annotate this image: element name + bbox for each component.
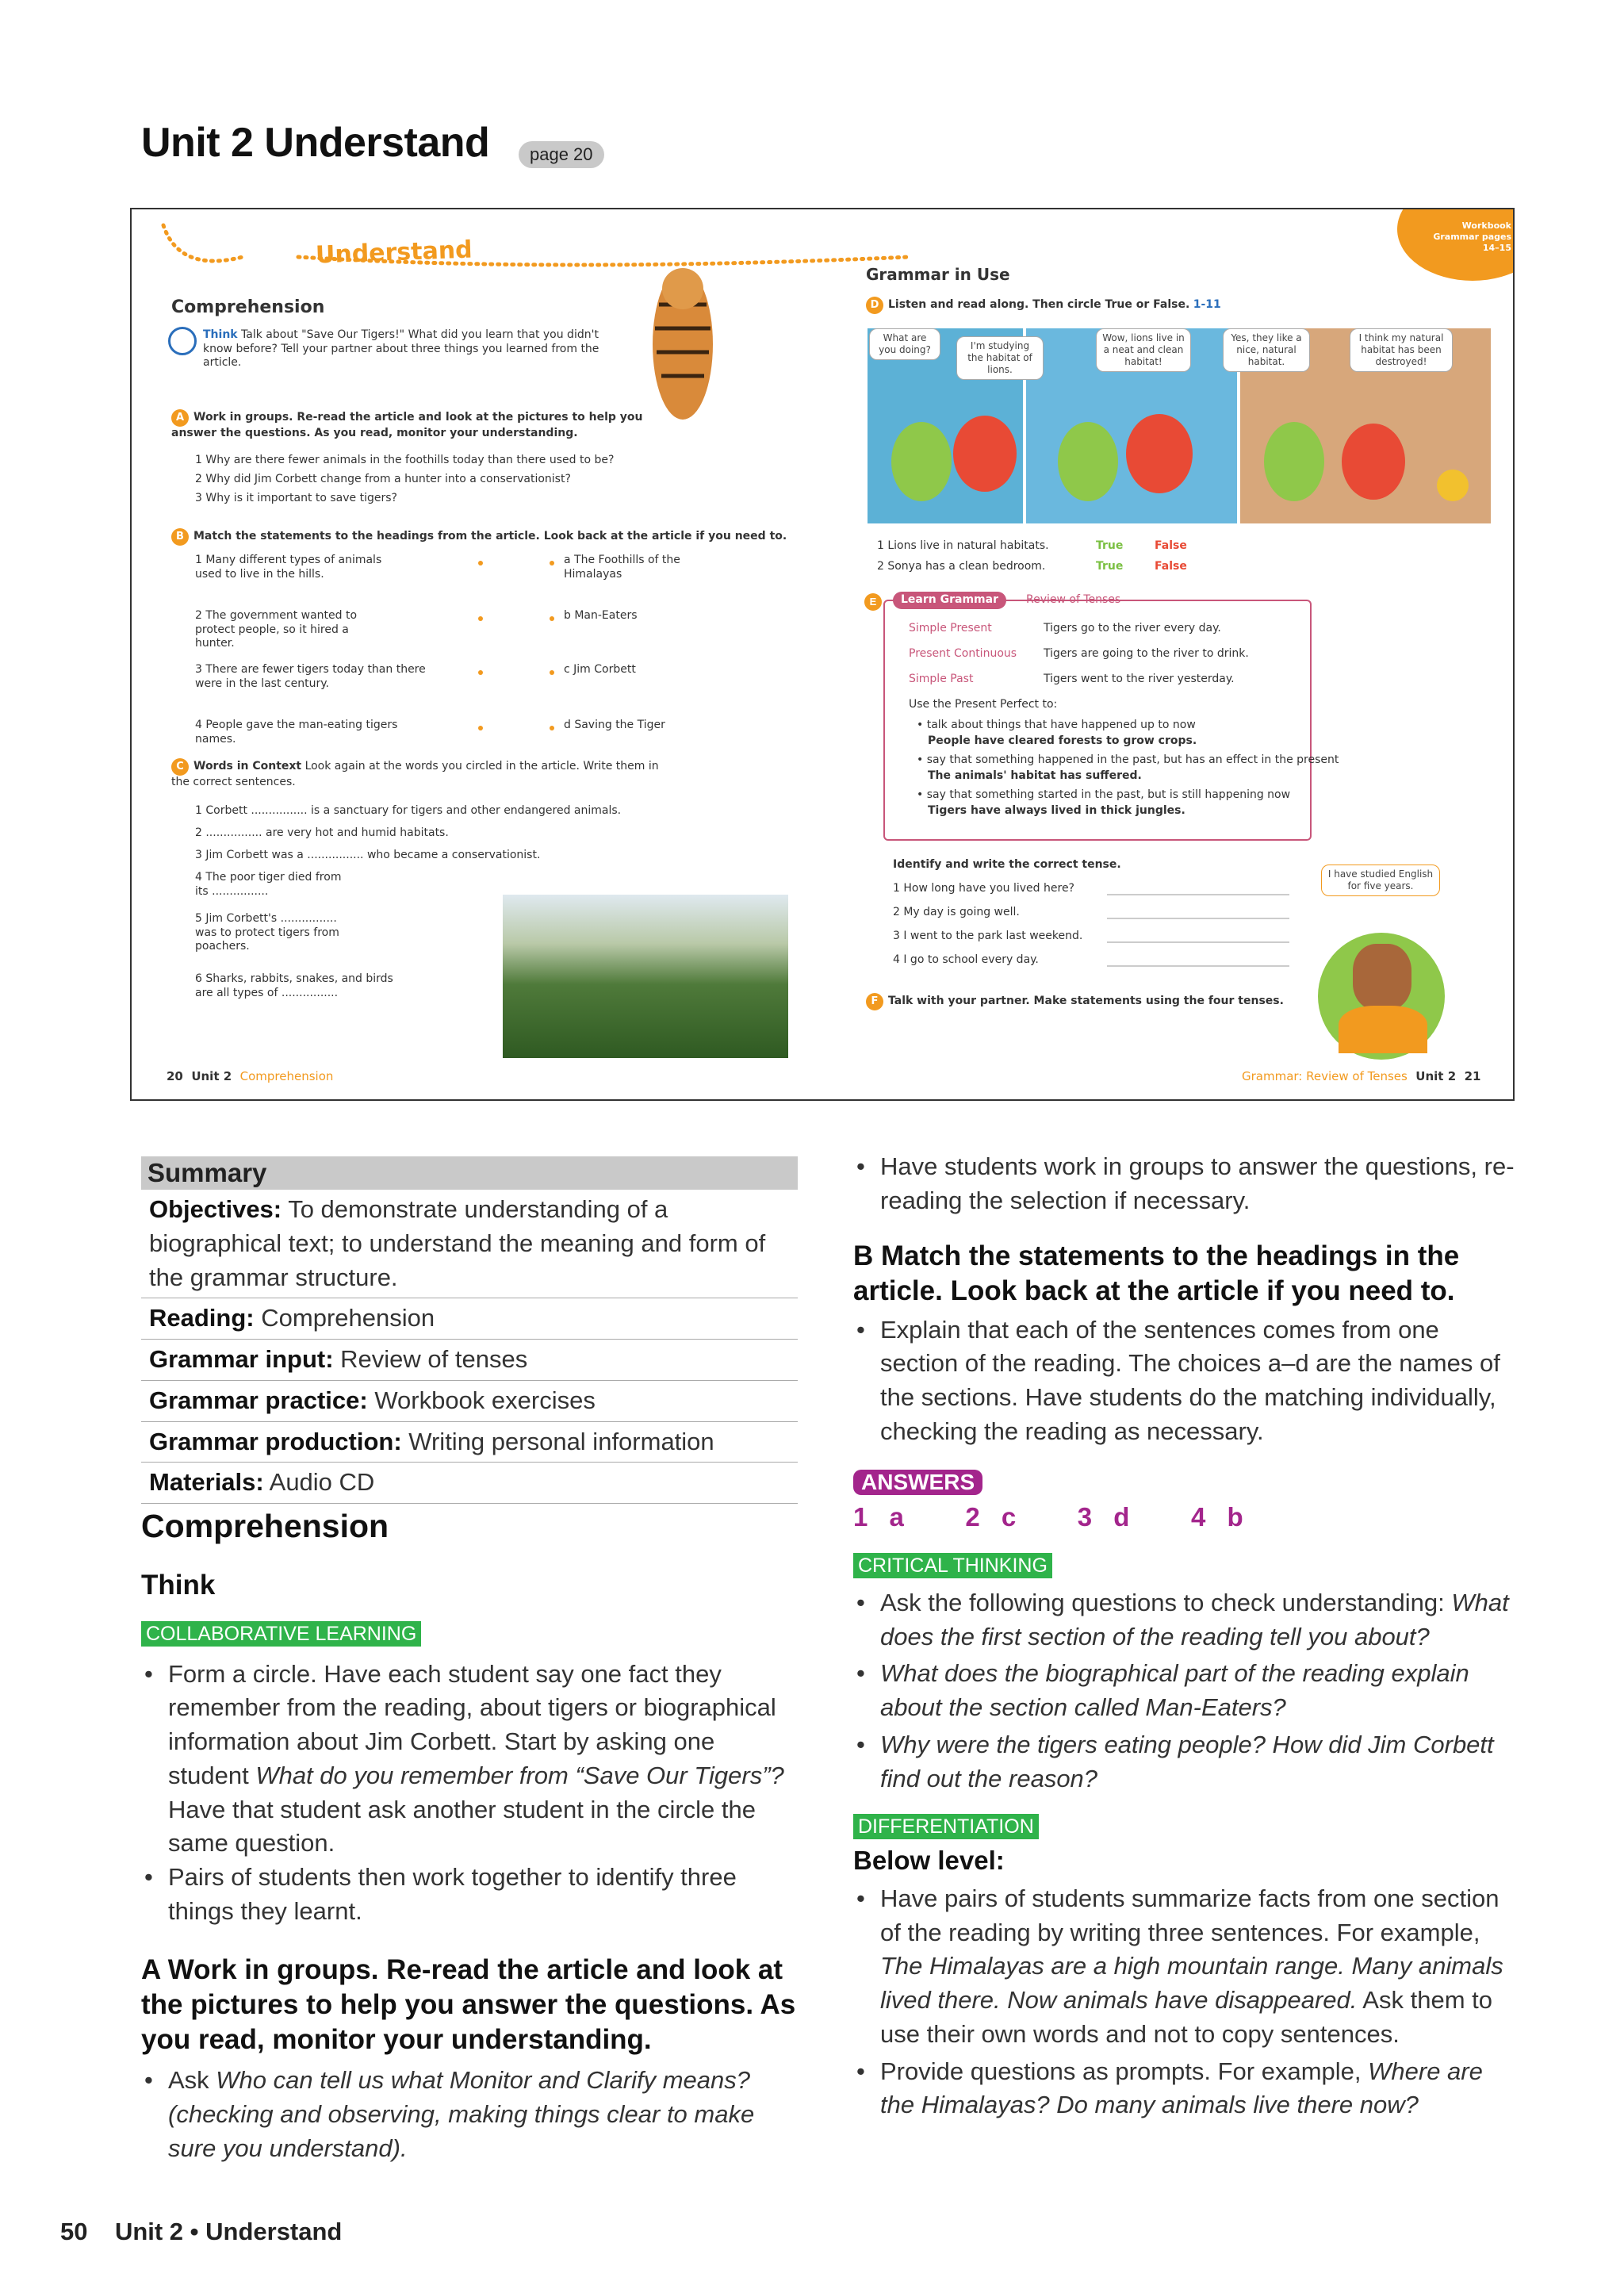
- list-item: [853, 2055, 1519, 2123]
- speech-bubble-3: Wow, lions live in a neat and clean habitat!: [1096, 328, 1191, 372]
- bullet-italic: What does the biographical part of the reading explain about the section called Man-Eaters?: [880, 1659, 1469, 1722]
- identify-tense-2: 2 My day is going well.: [893, 906, 1020, 918]
- speech-bubble-5: I think my natural habitat has been destroyed!: [1350, 328, 1453, 372]
- speech-bubble-1: What are you doing?: [869, 328, 940, 360]
- present-perfect-example-1: People have cleared forests to grow crops.: [928, 734, 1197, 747]
- summary-key: Grammar input:: [149, 1345, 334, 1374]
- comprehension-title: Comprehension: [141, 1508, 389, 1544]
- present-perfect-intro: Use the Present Perfect to:: [909, 698, 1058, 711]
- summary-row: [141, 1463, 798, 1504]
- answers-line: 1 a 2 c 3 d 4 b: [853, 1501, 1245, 1532]
- present-perfect-use-2: • say that something happened in the past, but has an effect in the present: [917, 753, 1339, 766]
- bullet-text: Pairs of students then work together to identify three things they learnt.: [168, 1863, 737, 1925]
- activity-c-5: 5 Jim Corbett's ................ was to protect tigers from poachers.: [195, 912, 339, 953]
- answer-lines: [1107, 890, 1313, 969]
- activity-b-statement-3: 3 There are fewer tigers today than there were in the last century.: [195, 663, 426, 690]
- letter-b-icon: B: [171, 528, 189, 546]
- critical-thinking-tag: CRITICAL THINKING: [853, 1553, 1052, 1578]
- list-item: [853, 1313, 1519, 1449]
- grammar-in-use-title: Grammar in Use: [866, 265, 1010, 284]
- tense-3-example: Tigers went to the river yesterday.: [1044, 673, 1235, 685]
- right-footer-unit: Unit 2: [1415, 1069, 1457, 1083]
- list-item: [853, 1150, 1519, 1218]
- summary-table: [141, 1156, 798, 1504]
- tense-3-name: Simple Past: [909, 673, 974, 685]
- jungle-photo: [503, 895, 788, 1058]
- comprehension-heading: Comprehension: [171, 297, 325, 317]
- bullet-text: Ask: [168, 2066, 216, 2095]
- right-footer-number: 21: [1464, 1069, 1481, 1083]
- activity-f-text: Talk with your partner. Make statements using the four tenses.: [888, 995, 1284, 1007]
- activity-a-q2: 2 Why did Jim Corbett change from a hunter into a conservationist?: [195, 473, 571, 485]
- summary-value: Writing personal information: [408, 1427, 714, 1455]
- present-perfect-use-3: • say that something started in the past, but is still happening now: [917, 788, 1291, 801]
- right-footer-section: Grammar: Review of Tenses: [1242, 1069, 1408, 1083]
- page-footer: [60, 2218, 342, 2246]
- page-title: Unit 2 Understand: [141, 120, 490, 166]
- collaborative-learning-tag: COLLABORATIVE LEARNING: [141, 1621, 421, 1647]
- boy-speech-bubble: I have studied English for five years.: [1321, 865, 1440, 896]
- left-column: [141, 1504, 799, 2165]
- tiger-image: [631, 257, 734, 431]
- footer-label: Unit 2 • Understand: [114, 2218, 343, 2245]
- true-label-1: True: [1096, 539, 1124, 552]
- letter-c-icon: C: [171, 758, 189, 776]
- right-column: [853, 1150, 1519, 2122]
- page-reference-badge: page 20: [519, 141, 604, 168]
- present-perfect-example-3: Tigers have always lived in thick jungles.: [928, 804, 1185, 817]
- activity-a-heading: A Work in groups. Re-read the article and look at the pictures to help you answer the questions. As you read, monitor your understanding.: [141, 1953, 796, 2055]
- activity-c-text: Look again at the words you circled in the article. Write them in the correct sentences.: [171, 760, 659, 788]
- activity-b-statement-4: 4 People gave the man-eating tigers names.: [195, 719, 398, 746]
- list-item: [853, 1882, 1519, 2052]
- list-item: [141, 2064, 799, 2165]
- summary-row: [141, 1422, 798, 1463]
- tense-2-example: Tigers are going to the river to drink.: [1044, 647, 1249, 660]
- activity-b-heading-a: a The Foothills of the Himalayas: [564, 554, 680, 581]
- letter-a-icon: A: [171, 409, 189, 427]
- identify-tense-4: 4 I go to school every day.: [893, 953, 1039, 966]
- differentiation-tag: DIFFERENTIATION: [853, 1814, 1039, 1839]
- true-false-1: 1 Lions live in natural habitats.: [877, 539, 1049, 552]
- bullet-text: Ask the following questions to check understanding:: [880, 1588, 1452, 1616]
- boy-face: [1353, 944, 1411, 1010]
- activity-c-6: 6 Sharks, rabbits, snakes, and birds are all types of ................: [195, 972, 393, 999]
- list-item: [853, 1728, 1519, 1796]
- matching-dots: [473, 557, 568, 731]
- banner-dots: [147, 209, 940, 297]
- think-icon: [168, 327, 197, 355]
- bullet-text: Provide questions as prompts. For example,: [880, 2057, 1369, 2085]
- bullet-italic: Who can tell us what Monitor and Clarify means? (checking and observing, making things clear to make sure you understand).: [168, 2066, 755, 2162]
- summary-row: [141, 1340, 798, 1381]
- letter-d-icon: D: [866, 297, 883, 314]
- words-in-context-title: Words in Context: [193, 760, 302, 773]
- activity-b-heading-c: c Jim Corbett: [564, 663, 636, 676]
- activity-a-q1: 1 Why are there fewer animals in the foothills today than there used to be?: [195, 454, 615, 466]
- summary-heading: Summary: [141, 1156, 798, 1190]
- list-item: [141, 1658, 799, 1861]
- present-perfect-use-1: • talk about things that have happened up to now: [917, 719, 1196, 731]
- present-perfect-example-2: The animals' habitat has suffered.: [928, 769, 1142, 782]
- summary-value: Review of tenses: [340, 1345, 528, 1374]
- false-label-1: False: [1155, 539, 1187, 552]
- footer-page-number: 50: [60, 2218, 88, 2245]
- activity-b-heading-b: b Man-Eaters: [564, 609, 638, 622]
- activity-a-q3: 3 Why is it important to save tigers?: [195, 492, 397, 504]
- true-false-2: 2 Sonya has a clean bedroom.: [877, 560, 1046, 573]
- summary-key: Materials:: [149, 1468, 264, 1497]
- activity-b-statement-1: 1 Many different types of animals used to live in the hills.: [195, 554, 382, 581]
- audio-track: 1-11: [1193, 298, 1221, 311]
- left-footer-number: 20: [167, 1069, 183, 1083]
- activity-b-statement-2: 2 The government wanted to protect people, so it hired a hunter.: [195, 609, 358, 650]
- think-bullets: [141, 1658, 799, 1929]
- bullet-italic: Where are the Himalayas? Do many animals live there now?: [880, 2057, 1483, 2119]
- speech-bubble-2: I'm studying the habitat of lions.: [956, 336, 1044, 380]
- letter-e-icon: E: [864, 593, 882, 611]
- summary-key: Grammar practice:: [149, 1386, 368, 1414]
- speech-bubble-4: Yes, they like a nice, natural habitat.: [1223, 328, 1310, 372]
- summary-key: Reading:: [149, 1304, 255, 1332]
- summary-value: Audio CD: [269, 1468, 375, 1497]
- activity-b-heading-d: d Saving the Tiger: [564, 719, 665, 731]
- learn-grammar-title: Learn Grammar: [893, 592, 1006, 609]
- list-item: [853, 1657, 1519, 1725]
- summary-row: [141, 1190, 798, 1298]
- summary-row: [141, 1298, 798, 1340]
- left-footer-unit: Unit 2: [191, 1069, 232, 1083]
- identify-tense-3: 3 I went to the park last weekend.: [893, 930, 1083, 942]
- summary-value: Workbook exercises: [374, 1386, 596, 1414]
- bullet-text: Form a circle. Have each student say one fact they remember from the reading, about tigers or biographical information about Jim Corbett. Start by asking one student: [168, 1659, 776, 1789]
- activity-c-3: 3 Jim Corbett was a ................ who became a conservationist.: [195, 849, 541, 861]
- list-item: [141, 1861, 799, 1929]
- below-level-heading: Below level:: [853, 1846, 1005, 1876]
- true-label-2: True: [1096, 560, 1124, 573]
- bullet-italic: What do you remember from “Save Our Tigers”?: [255, 1761, 784, 1789]
- summary-row: [141, 1381, 798, 1422]
- student-book-spread: [130, 208, 1515, 1101]
- think-title: Think: [141, 1569, 216, 1601]
- activity-b-heading: B Match the statements to the headings in the article. Look back at the article if you need to.: [853, 1240, 1460, 1306]
- summary-key: Objectives:: [149, 1195, 282, 1223]
- bullet-italic: Why were the tigers eating people? How did Jim Corbett find out the reason?: [880, 1730, 1494, 1792]
- identify-tense-title: Identify and write the correct tense.: [893, 858, 1121, 871]
- think-text: Talk about "Save Our Tigers!" What did you learn that you didn't know before? Tell your partner about three things you learned from the article.: [203, 328, 599, 369]
- bullet-text: Ask them to use their own words and not to copy sentences.: [880, 1986, 1492, 2048]
- bullet-text: Have pairs of students summarize facts from one section of the reading by writing three sentences. For example,: [880, 1884, 1500, 1946]
- workbook-badge-text: Workbook Grammar pages 14–15: [1433, 220, 1511, 253]
- bullet-italic: What does the first section of the reading tell you about?: [880, 1588, 1509, 1650]
- letter-f-icon: F: [866, 993, 883, 1010]
- bullet-text: Have students work in groups to answer the questions, re-reading the selection if necessary.: [880, 1152, 1515, 1214]
- activity-c-1: 1 Corbett ................ is a sanctuary for tigers and other endangered animals.: [195, 804, 622, 817]
- activity-c-2: 2 ................ are very hot and humid habitats.: [195, 826, 449, 839]
- tense-1-example: Tigers go to the river every day.: [1044, 622, 1221, 635]
- bullet-italic: The Himalayas are a high mountain range. Many animals lived there. Now animals have disappeared.: [880, 1952, 1503, 2015]
- false-label-2: False: [1155, 560, 1187, 573]
- answers-tag: ANSWERS: [853, 1470, 982, 1495]
- summary-key: Grammar production:: [149, 1427, 402, 1455]
- tense-2-name: Present Continuous: [909, 647, 1017, 660]
- learn-grammar-subtitle: Review of Tenses: [1026, 593, 1121, 606]
- activity-b-text: Match the statements to the headings from the article. Look back at the article if you need to.: [193, 530, 787, 542]
- bullet-text: Explain that each of the sentences comes from one section of the reading. The choices a–d are the names of the sections. Have students do the matching individually, checking the reading as necessary.: [880, 1315, 1500, 1446]
- activity-c-4: 4 The poor tiger died from its ................: [195, 871, 342, 898]
- activity-d-text: Listen and read along. Then circle True or False.: [888, 298, 1190, 311]
- bullet-text: Have that student ask another student in the circle the same question.: [168, 1795, 756, 1858]
- think-label: Think: [203, 328, 238, 341]
- summary-value: To demonstrate understanding of a biographical text; to understand the meaning and form of the grammar structure.: [149, 1195, 766, 1291]
- boy-shirt: [1339, 1006, 1427, 1053]
- list-item: [853, 1586, 1519, 1654]
- identify-tense-1: 1 How long have you lived here?: [893, 882, 1074, 895]
- activity-a-text: Work in groups. Re-read the article and look at the pictures to help you answer the questions. As you read, monitor your understanding.: [171, 411, 643, 439]
- summary-value: Comprehension: [261, 1304, 435, 1332]
- banner-understand: Understand: [315, 236, 473, 270]
- left-footer-section: Comprehension: [239, 1069, 334, 1083]
- tense-1-name: Simple Present: [909, 622, 992, 635]
